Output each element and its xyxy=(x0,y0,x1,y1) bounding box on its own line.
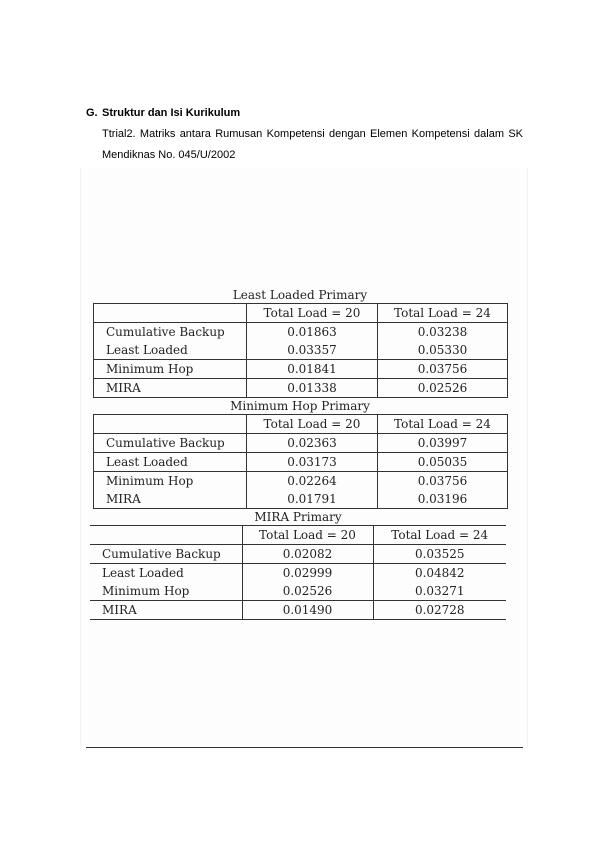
cell-value: 0.03271 xyxy=(414,584,465,598)
row-label: Cumulative Backup xyxy=(90,545,242,564)
column-header-20: Total Load = 20 xyxy=(247,415,378,434)
table-row xyxy=(94,323,508,342)
cell-value: 0.05035 xyxy=(378,453,508,472)
cell-value: 0.03173 xyxy=(247,453,378,472)
cell-value: 0.01791 xyxy=(247,490,378,509)
table-header-row xyxy=(94,304,508,323)
table-row xyxy=(94,472,508,491)
cell-value: 0.03238 xyxy=(417,325,468,339)
row-label: Cumulative Backup xyxy=(94,434,247,453)
row-label: Least Loaded xyxy=(94,453,247,472)
cell-value: 0.02728 xyxy=(373,601,506,620)
cell-value: 0.01338 xyxy=(247,379,378,398)
table-row xyxy=(90,582,506,601)
table-row xyxy=(94,490,508,509)
row-label: MIRA xyxy=(90,601,242,620)
cell-value: 0.03525 xyxy=(414,547,465,561)
table-row xyxy=(90,545,506,564)
table-header-row xyxy=(90,526,506,545)
row-label: Minimum Hop xyxy=(90,582,242,601)
row-label: Least Loaded xyxy=(94,341,247,360)
cell-value: 0.02526 xyxy=(242,582,373,601)
cell-value: 0.02999 xyxy=(242,564,373,583)
table-title: MIRA Primary xyxy=(254,510,342,524)
cell-value: 0.03196 xyxy=(378,490,508,509)
cell-value: 0.02082 xyxy=(242,545,373,564)
cell-value: 0.01863 xyxy=(247,323,378,342)
figure-caption: Ttrial2. Matriks antara Rumusan Kompetensi dengan Elemen Kompetensi dalam SK Mendiknas No. 045/U/2002 xyxy=(102,128,523,161)
cell-value: 0.03357 xyxy=(247,341,378,360)
row-label: MIRA xyxy=(94,490,247,509)
cell-value: 0.02264 xyxy=(247,472,378,491)
row-label: Minimum Hop xyxy=(94,360,247,379)
table-row xyxy=(94,341,508,360)
cell-value: 0.01841 xyxy=(247,360,378,379)
cell-value: 0.05330 xyxy=(417,343,468,357)
table-minimum-hop-primary xyxy=(93,398,507,510)
table-row xyxy=(94,453,508,472)
table-title: Minimum Hop Primary xyxy=(230,399,370,413)
table-row xyxy=(94,434,508,453)
cell-value: 0.02363 xyxy=(247,434,378,453)
table-row xyxy=(90,601,506,620)
table-title: Least Loaded Primary xyxy=(232,288,368,302)
table-row xyxy=(94,360,508,379)
row-label: Minimum Hop xyxy=(94,472,247,491)
cell-value: 0.03997 xyxy=(417,436,468,450)
footer-divider xyxy=(86,747,523,748)
row-label: Cumulative Backup xyxy=(94,323,247,342)
column-header-24: Total Load = 24 xyxy=(378,304,508,323)
table-row xyxy=(94,379,508,398)
section-heading xyxy=(86,107,240,119)
table-row xyxy=(90,564,506,583)
column-header-20: Total Load = 20 xyxy=(242,526,373,545)
cell-value: 0.03756 xyxy=(378,360,508,379)
cell-value: 0.03756 xyxy=(378,472,508,491)
column-header-20: Total Load = 20 xyxy=(247,304,378,323)
table-mira-primary xyxy=(90,509,506,623)
section-number: G. xyxy=(86,107,98,119)
cell-value: 0.01490 xyxy=(242,601,373,620)
row-label: Least Loaded xyxy=(90,564,242,583)
section-title: Struktur dan Isi Kurikulum xyxy=(102,107,241,119)
column-header-24: Total Load = 24 xyxy=(378,415,508,434)
table-least-loaded-primary xyxy=(93,287,507,397)
row-label: MIRA xyxy=(94,379,247,398)
table-header-row xyxy=(94,415,508,434)
cell-value: 0.04842 xyxy=(373,564,506,583)
column-header-24: Total Load = 24 xyxy=(373,526,506,545)
cell-value: 0.02526 xyxy=(378,379,508,398)
